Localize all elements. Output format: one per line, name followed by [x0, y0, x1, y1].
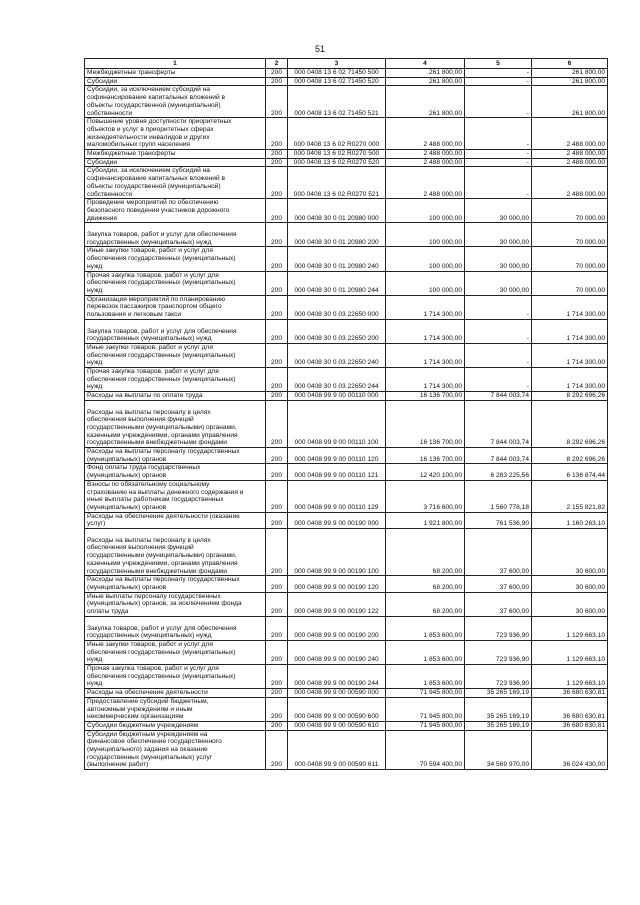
row-executed-cell: 723 936,90 [465, 665, 532, 689]
row-kvr-cell: 200 [266, 86, 288, 118]
row-kvr-cell: 200 [266, 118, 288, 150]
row-approved-cell: 2 488 000,00 [386, 167, 465, 199]
table-row [85, 158, 608, 167]
page-number: 51 [314, 44, 325, 54]
row-kvr-cell: 200 [266, 697, 288, 721]
table-row [85, 400, 608, 447]
table-row [85, 199, 608, 223]
row-name-cell: Проведение мероприятий по обеспечению безопасного поведения участников дорожного движения [85, 199, 266, 223]
row-approved-cell: 2 488 000,00 [386, 118, 465, 150]
row-kvr-cell: 200 [266, 343, 288, 367]
row-name-cell: Субсидии, за исключением субсидий на софинансирование капитальных вложений в объекты государственной (муниципальной) собственности [85, 167, 266, 199]
row-name-cell: Иные закупки товаров, работ и услуг для обеспечения государственных (муниципальных) нужд [85, 640, 266, 664]
row-remaining-cell: 1 714 300,00 [532, 295, 608, 319]
table-row [85, 295, 608, 319]
row-approved-cell: 71 945 800,00 [386, 721, 465, 730]
table-row [85, 480, 608, 512]
row-code-cell: 000 0408 30 0 03 22650 000 [288, 295, 386, 319]
row-approved-cell: 71 945 800,00 [386, 697, 465, 721]
row-executed-cell: 30 000,00 [465, 247, 532, 271]
row-kvr-cell: 200 [266, 689, 288, 698]
row-approved-cell: 100 000,00 [386, 223, 465, 247]
row-name-cell: Организация мероприятий по планированию перевозок пассажиров транспортом общего пользования и легковым такси [85, 295, 266, 319]
row-name-cell: Закупка товаров, работ и услуг для обеспечения государственных (муниципальных) нужд [85, 319, 266, 343]
row-name-cell: Прочая закупка товаров, работ и услуг для обеспечения государственных (муниципальных) нужд [85, 271, 266, 295]
row-approved-cell: 1 714 300,00 [386, 295, 465, 319]
row-code-cell: 000 0408 99 9 00 00590 000 [288, 689, 386, 698]
row-executed-cell: 30 000,00 [465, 199, 532, 223]
row-kvr-cell: 200 [266, 392, 288, 401]
row-code-cell: 000 0408 30 0 01 20980 000 [288, 199, 386, 223]
row-approved-cell: 1 714 300,00 [386, 368, 465, 392]
row-executed-cell: 761 536,90 [465, 512, 532, 528]
row-code-cell: 000 0408 99 9 00 00190 000 [288, 512, 386, 528]
row-code-cell: 000 0408 13 6 02 71450 520 [288, 77, 386, 86]
row-name-cell: Субсидии [85, 77, 266, 86]
row-code-cell: 000 0408 13 6 02 71450 500 [288, 69, 386, 78]
row-approved-cell: 1 853 600,00 [386, 640, 465, 664]
row-executed-cell: - [465, 118, 532, 150]
row-executed-cell: - [465, 368, 532, 392]
row-code-cell: 000 0408 99 9 00 00110 121 [288, 464, 386, 480]
row-approved-cell: 261 800,00 [386, 69, 465, 78]
row-kvr-cell: 200 [266, 247, 288, 271]
row-executed-cell: - [465, 295, 532, 319]
row-code-cell: 000 0408 13 6 02 R0270 521 [288, 167, 386, 199]
row-name-cell: Иные закупки товаров, работ и услуг для обеспечения государственных (муниципальных) нужд [85, 343, 266, 367]
row-executed-cell: 37 600,00 [465, 592, 532, 616]
row-remaining-cell: 261 800,00 [532, 77, 608, 86]
row-remaining-cell: 30 600,00 [532, 592, 608, 616]
table-row [85, 167, 608, 199]
row-name-cell: Субсидии бюджетным учреждениям на финансовое обеспечение государственного (муниципального) задания на оказание государственных (муниципальных) услуг (выполнение работ) [85, 730, 266, 770]
table-row [85, 86, 608, 118]
row-code-cell: 000 0408 30 0 03 22650 200 [288, 319, 386, 343]
row-code-cell: 000 0408 13 6 02 R0270 000 [288, 118, 386, 150]
row-name-cell: Предоставление субсидий бюджетным, автономным учреждениям и иным некоммерческим организациям [85, 697, 266, 721]
row-executed-cell: 6 283 225,56 [465, 464, 532, 480]
row-name-cell: Межбюджетные трансферты [85, 150, 266, 159]
table-row [85, 77, 608, 86]
row-executed-cell: 35 265 169,19 [465, 697, 532, 721]
row-code-cell: 000 0408 30 0 03 22650 240 [288, 343, 386, 367]
row-code-cell: 000 0408 13 6 02 71450 521 [288, 86, 386, 118]
row-approved-cell: 16 136 700,00 [386, 400, 465, 447]
table-row [85, 721, 608, 730]
row-name-cell: Межбюджетные трансферты [85, 69, 266, 78]
row-remaining-cell: 70 000,00 [532, 223, 608, 247]
row-code-cell: 000 0408 30 0 01 20980 244 [288, 271, 386, 295]
table-row [85, 512, 608, 528]
row-code-cell: 000 0408 99 9 00 00110 000 [288, 392, 386, 401]
row-executed-cell: - [465, 77, 532, 86]
row-approved-cell: 68 200,00 [386, 576, 465, 592]
row-approved-cell: 1 921 800,00 [386, 512, 465, 528]
row-approved-cell: 2 488 000,00 [386, 158, 465, 167]
row-remaining-cell: 1 160 263,10 [532, 512, 608, 528]
table-row [85, 464, 608, 480]
table-row [85, 665, 608, 689]
row-name-cell: Субсидии [85, 158, 266, 167]
row-code-cell: 000 0408 30 0 01 20980 200 [288, 223, 386, 247]
row-code-cell: 000 0408 30 0 01 20980 240 [288, 247, 386, 271]
row-code-cell: 000 0408 99 9 00 00190 100 [288, 529, 386, 576]
row-remaining-cell: 1 129 663,10 [532, 665, 608, 689]
row-name-cell: Расходы на выплаты персоналу в целях обеспечения выполнения функций государственными (муниципальными) органами, казенными учреждениями, органами управления государственными внебюджетными фондами [85, 529, 266, 576]
header-row [85, 59, 608, 69]
header-cell-5: 5 [465, 59, 532, 69]
row-remaining-cell: 8 292 696,26 [532, 392, 608, 401]
row-code-cell: 000 0408 99 9 00 00190 200 [288, 616, 386, 640]
row-executed-cell: - [465, 158, 532, 167]
row-code-cell: 000 0408 99 9 00 00590 611 [288, 730, 386, 770]
row-remaining-cell: 36 024 430,00 [532, 730, 608, 770]
budget-table [84, 58, 608, 770]
row-remaining-cell: 70 000,00 [532, 271, 608, 295]
row-executed-cell: - [465, 319, 532, 343]
row-executed-cell: 30 000,00 [465, 271, 532, 295]
row-kvr-cell: 200 [266, 400, 288, 447]
header-cell-4: 4 [386, 59, 465, 69]
row-code-cell: 000 0408 13 6 02 R0270 500 [288, 150, 386, 159]
row-approved-cell: 100 000,00 [386, 247, 465, 271]
row-executed-cell: 37 600,00 [465, 576, 532, 592]
row-kvr-cell: 200 [266, 69, 288, 78]
row-remaining-cell: 70 000,00 [532, 247, 608, 271]
row-executed-cell: - [465, 86, 532, 118]
row-executed-cell: 35 265 169,19 [465, 721, 532, 730]
row-remaining-cell: 2 488 000,00 [532, 150, 608, 159]
row-executed-cell: 30 000,00 [465, 223, 532, 247]
row-approved-cell: 261 800,00 [386, 86, 465, 118]
row-name-cell: Расходы на выплаты персоналу государственных (муниципальных) органов [85, 448, 266, 464]
row-code-cell: 000 0408 99 9 00 00110 129 [288, 480, 386, 512]
row-code-cell: 000 0408 99 9 00 00590 600 [288, 697, 386, 721]
row-name-cell: Расходы на выплаты персоналу государственных (муниципальных) органов [85, 576, 266, 592]
row-approved-cell: 261 800,00 [386, 77, 465, 86]
row-name-cell: Иные закупки товаров, работ и услуг для обеспечения государственных (муниципальных) нужд [85, 247, 266, 271]
row-remaining-cell: 8 292 696,26 [532, 400, 608, 447]
row-kvr-cell: 200 [266, 616, 288, 640]
row-code-cell: 000 0408 30 0 03 22650 244 [288, 368, 386, 392]
row-name-cell: Расходы на выплаты персоналу в целях обеспечения выполнения функций государственными (муниципальными) органами, казенными учреждениями, органами управления государственными внебюджетными фондами [85, 400, 266, 447]
row-approved-cell: 100 000,00 [386, 271, 465, 295]
row-approved-cell: 1 714 300,00 [386, 319, 465, 343]
row-approved-cell: 12 420 100,00 [386, 464, 465, 480]
row-executed-cell: - [465, 343, 532, 367]
row-name-cell: Закупка товаров, работ и услуг для обеспечения государственных (муниципальных) нужд [85, 616, 266, 640]
row-approved-cell: 100 000,00 [386, 199, 465, 223]
row-kvr-cell: 200 [266, 158, 288, 167]
row-executed-cell: 35 265 169,19 [465, 689, 532, 698]
row-kvr-cell: 200 [266, 592, 288, 616]
row-kvr-cell: 200 [266, 480, 288, 512]
row-remaining-cell: 36 680 630,81 [532, 721, 608, 730]
row-kvr-cell: 200 [266, 199, 288, 223]
table-row [85, 247, 608, 271]
row-kvr-cell: 200 [266, 77, 288, 86]
table-row [85, 368, 608, 392]
row-executed-cell: 723 936,90 [465, 640, 532, 664]
row-kvr-cell: 200 [266, 665, 288, 689]
table-row [85, 689, 608, 698]
row-name-cell: Субсидии, за исключением субсидий на софинансирование капитальных вложений в объекты государственной (муниципальной) собственности [85, 86, 266, 118]
header-cell-1: 1 [85, 59, 266, 69]
row-name-cell: Взносы по обязательному социальному страхованию на выплаты денежного содержания и иные выплаты работникам государственных (муниципальных) органов [85, 480, 266, 512]
row-remaining-cell: 8 292 696,26 [532, 448, 608, 464]
row-remaining-cell: 2 488 000,00 [532, 167, 608, 199]
table-row [85, 616, 608, 640]
table-row [85, 448, 608, 464]
row-approved-cell: 71 945 800,00 [386, 689, 465, 698]
row-approved-cell: 16 136 700,00 [386, 448, 465, 464]
table-row [85, 223, 608, 247]
row-name-cell: Расходы на выплаты по оплате труда [85, 392, 266, 401]
row-executed-cell: 37 600,00 [465, 529, 532, 576]
row-name-cell: Повышение уровня доступности приоритетных объектов и услуг в приоритетных сферах жизнедеятельности инвалидов и других маломобильных групп населения [85, 118, 266, 150]
row-approved-cell: 3 716 600,00 [386, 480, 465, 512]
row-kvr-cell: 200 [266, 512, 288, 528]
table-row [85, 640, 608, 664]
row-kvr-cell: 200 [266, 150, 288, 159]
row-executed-cell: 1 560 778,18 [465, 480, 532, 512]
row-kvr-cell: 200 [266, 529, 288, 576]
table-row [85, 118, 608, 150]
table-row [85, 730, 608, 770]
row-code-cell: 000 0408 99 9 00 00190 122 [288, 592, 386, 616]
row-executed-cell: 34 569 970,00 [465, 730, 532, 770]
row-kvr-cell: 200 [266, 319, 288, 343]
row-executed-cell: 7 844 003,74 [465, 392, 532, 401]
row-name-cell: Фонд оплаты труда государственных (муниципальных) органов [85, 464, 266, 480]
row-remaining-cell: 1 714 300,00 [532, 343, 608, 367]
table-row [85, 69, 608, 78]
row-remaining-cell: 70 000,00 [532, 199, 608, 223]
table-row [85, 319, 608, 343]
row-kvr-cell: 200 [266, 368, 288, 392]
row-approved-cell: 68 200,00 [386, 529, 465, 576]
row-remaining-cell: 6 136 874,44 [532, 464, 608, 480]
table-row [85, 576, 608, 592]
row-executed-cell: 723 936,90 [465, 616, 532, 640]
row-code-cell: 000 0408 99 9 00 00190 244 [288, 665, 386, 689]
row-approved-cell: 1 714 300,00 [386, 343, 465, 367]
row-code-cell: 000 0408 99 9 00 00190 120 [288, 576, 386, 592]
row-kvr-cell: 200 [266, 167, 288, 199]
row-approved-cell: 70 594 400,00 [386, 730, 465, 770]
row-approved-cell: 1 853 600,00 [386, 616, 465, 640]
row-remaining-cell: 261 800,00 [532, 69, 608, 78]
row-executed-cell: - [465, 69, 532, 78]
row-code-cell: 000 0408 13 6 02 R0270 520 [288, 158, 386, 167]
row-kvr-cell: 200 [266, 640, 288, 664]
row-approved-cell: 2 488 000,00 [386, 150, 465, 159]
row-executed-cell: - [465, 167, 532, 199]
table-row [85, 392, 608, 401]
row-remaining-cell: 2 488 000,00 [532, 118, 608, 150]
row-executed-cell: 7 844 003,74 [465, 400, 532, 447]
row-name-cell: Иные выплаты персоналу государственных (муниципальных) органов, за исключением фонда оплаты труда [85, 592, 266, 616]
row-kvr-cell: 200 [266, 448, 288, 464]
row-remaining-cell: 30 600,00 [532, 529, 608, 576]
table-row [85, 592, 608, 616]
row-kvr-cell: 200 [266, 295, 288, 319]
row-remaining-cell: 36 680 630,81 [532, 689, 608, 698]
row-kvr-cell: 200 [266, 721, 288, 730]
row-remaining-cell: 1 714 300,00 [532, 319, 608, 343]
row-code-cell: 000 0408 99 9 00 00110 120 [288, 448, 386, 464]
row-code-cell: 000 0408 99 9 00 00110 100 [288, 400, 386, 447]
row-name-cell: Расходы на обеспечение деятельности (оказание услуг) [85, 512, 266, 528]
row-approved-cell: 16 136 700,00 [386, 392, 465, 401]
row-executed-cell: 7 844 003,74 [465, 448, 532, 464]
table-row [85, 697, 608, 721]
row-remaining-cell: 36 680 630,81 [532, 697, 608, 721]
header-cell-3: 3 [288, 59, 386, 69]
row-kvr-cell: 200 [266, 576, 288, 592]
row-approved-cell: 1 853 600,00 [386, 665, 465, 689]
header-cell-6: 6 [532, 59, 608, 69]
row-kvr-cell: 200 [266, 464, 288, 480]
row-kvr-cell: 200 [266, 271, 288, 295]
table-row [85, 150, 608, 159]
row-approved-cell: 68 200,00 [386, 592, 465, 616]
row-remaining-cell: 261 800,00 [532, 86, 608, 118]
row-remaining-cell: 30 600,00 [532, 576, 608, 592]
row-name-cell: Расходы на обеспечение деятельности [85, 689, 266, 698]
row-name-cell: Прочая закупка товаров, работ и услуг для обеспечения государственных (муниципальных) нужд [85, 665, 266, 689]
row-remaining-cell: 1 714 300,00 [532, 368, 608, 392]
budget-table-body [85, 59, 608, 770]
table-row [85, 271, 608, 295]
table-row [85, 529, 608, 576]
row-kvr-cell: 200 [266, 223, 288, 247]
row-name-cell: Субсидии бюджетным учреждениям [85, 721, 266, 730]
table-row [85, 343, 608, 367]
row-code-cell: 000 0408 99 9 00 00590 610 [288, 721, 386, 730]
row-name-cell: Прочая закупка товаров, работ и услуг для обеспечения государственных (муниципальных) нужд [85, 368, 266, 392]
row-kvr-cell: 200 [266, 730, 288, 770]
row-remaining-cell: 1 129 663,10 [532, 640, 608, 664]
row-name-cell: Закупка товаров, работ и услуг для обеспечения государственных (муниципальных) нужд [85, 223, 266, 247]
header-cell-2: 2 [266, 59, 288, 69]
row-remaining-cell: 1 129 663,10 [532, 616, 608, 640]
row-remaining-cell: 2 488 000,00 [532, 158, 608, 167]
row-executed-cell: - [465, 150, 532, 159]
row-remaining-cell: 2 155 821,82 [532, 480, 608, 512]
row-code-cell: 000 0408 99 9 00 00190 240 [288, 640, 386, 664]
